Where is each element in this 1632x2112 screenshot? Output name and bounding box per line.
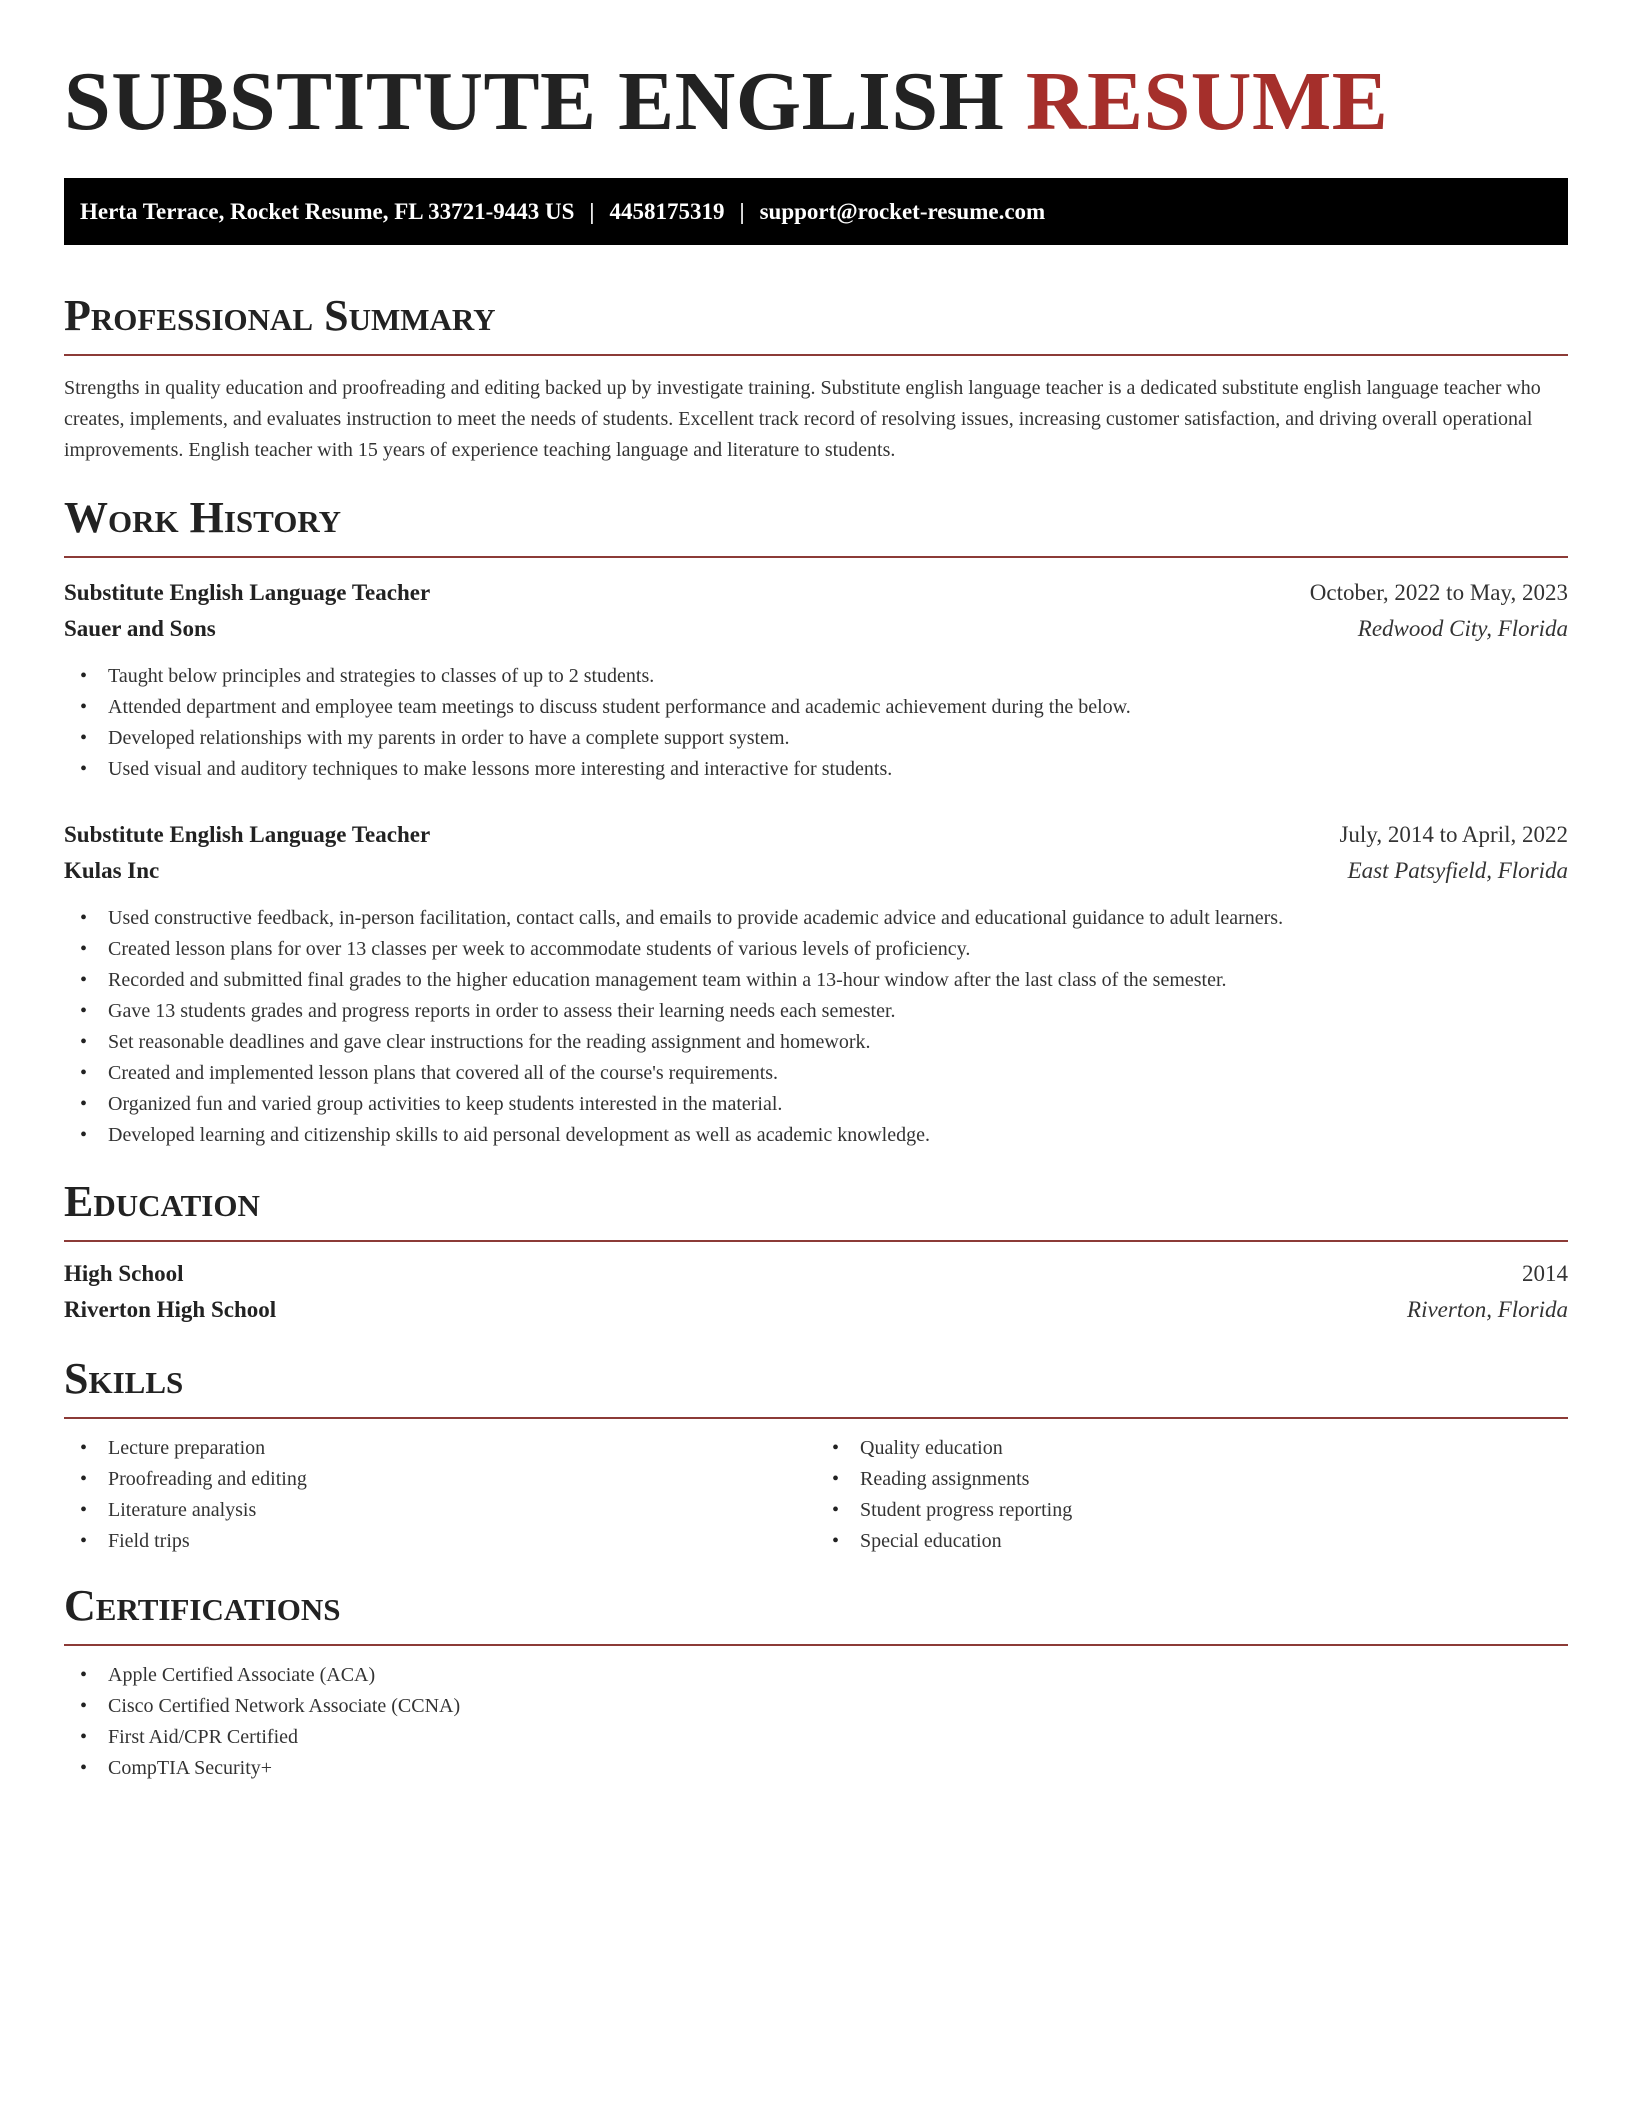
job-duty: • Developed relationships with my parents in order to have a complete support system. bbox=[64, 723, 1568, 754]
summary-heading: Professional Summary bbox=[64, 290, 1568, 356]
education-year: 2014 bbox=[1522, 1261, 1568, 1286]
skills-list-left bbox=[64, 1433, 816, 1557]
job-duty: • Attended department and employee team meetings to discuss student performance and academic achievement during the below. bbox=[64, 692, 1568, 723]
certifications-list bbox=[64, 1660, 1568, 1784]
skill-item: • Special education bbox=[816, 1526, 1568, 1557]
job-duty: • Created lesson plans for over 13 classes per week to accommodate students of various levels of proficiency. bbox=[64, 934, 1568, 965]
job-duties-list bbox=[64, 903, 1568, 1151]
skill-item: • Quality education bbox=[816, 1433, 1568, 1464]
education-section bbox=[64, 1176, 1568, 1328]
education-entry bbox=[64, 1256, 1568, 1328]
resume-title bbox=[64, 0, 1568, 146]
summary-text: Strengths in quality education and proofreading and editing backed up by investigate training. Substitute english language teacher is a dedicated substitute english language teacher who creates, implements, and evaluates instruction to meet the needs of students. Excellent track record of resolving issues, increasing customer satisfaction, and driving overall operational improvements. English teacher with 15 years of experience teaching language and literature to students. bbox=[64, 377, 1541, 461]
title-accent: RESUME bbox=[1025, 55, 1389, 148]
job-title: Substitute English Language Teacher bbox=[64, 580, 431, 605]
title-main: SUBSTITUTE ENGLISH bbox=[64, 55, 1005, 148]
job-company: Kulas Inc bbox=[64, 858, 160, 883]
job-entry bbox=[64, 817, 1568, 1151]
job-duty: • Used constructive feedback, in-person facilitation, contact calls, and emails to provide academic advice and educational guidance to adult learners. bbox=[64, 903, 1568, 934]
skills-heading: Skills bbox=[64, 1353, 1568, 1419]
job-location: East Patsyfield, Florida bbox=[1347, 858, 1568, 883]
certification-item: • Apple Certified Associate (ACA) bbox=[64, 1660, 1568, 1691]
education-location: Riverton, Florida bbox=[1407, 1297, 1568, 1322]
skills-grid bbox=[64, 1433, 1568, 1557]
job-duty: • Recorded and submitted final grades to the higher education management team within a 13-hour window after the last class of the semester. bbox=[64, 965, 1568, 996]
skill-item: • Student progress reporting bbox=[816, 1495, 1568, 1526]
skill-item: • Reading assignments bbox=[816, 1464, 1568, 1495]
job-duty: • Gave 13 students grades and progress reports in order to assess their learning needs each semester. bbox=[64, 996, 1568, 1027]
job-duty: • Set reasonable deadlines and gave clear instructions for the reading assignment and homework. bbox=[64, 1027, 1568, 1058]
certifications-section bbox=[64, 1580, 1568, 1784]
education-school: Riverton High School bbox=[64, 1297, 277, 1322]
job-dates: July, 2014 to April, 2022 bbox=[1339, 822, 1568, 847]
certification-item: • CompTIA Security+ bbox=[64, 1753, 1568, 1784]
job-title: Substitute English Language Teacher bbox=[64, 822, 431, 847]
work-history-heading: Work History bbox=[64, 492, 1568, 558]
job-duties-list bbox=[64, 661, 1568, 785]
contact-email: support@rocket-resume.com bbox=[759, 198, 1046, 224]
job-duty: • Organized fun and varied group activities to keep students interested in the material. bbox=[64, 1089, 1568, 1120]
contact-separator: | bbox=[589, 198, 595, 224]
contact-separator: | bbox=[739, 198, 745, 224]
job-location: Redwood City, Florida bbox=[1357, 616, 1568, 641]
skill-item: • Proofreading and editing bbox=[64, 1464, 816, 1495]
education-degree: High School bbox=[64, 1261, 184, 1286]
contact-address: Herta Terrace, Rocket Resume, FL 33721-9443 US bbox=[80, 198, 575, 224]
skill-item: • Lecture preparation bbox=[64, 1433, 816, 1464]
job-company: Sauer and Sons bbox=[64, 616, 216, 641]
job-dates: October, 2022 to May, 2023 bbox=[1309, 580, 1568, 605]
job-entry bbox=[64, 575, 1568, 785]
job-duty: • Taught below principles and strategies to classes of up to 2 students. bbox=[64, 661, 1568, 692]
contact-bar bbox=[64, 178, 1568, 245]
work-history-section bbox=[64, 492, 1568, 1151]
certification-item: • First Aid/CPR Certified bbox=[64, 1722, 1568, 1753]
job-duty: • Used visual and auditory techniques to make lessons more interesting and interactive for students. bbox=[64, 754, 1568, 785]
summary-section bbox=[64, 290, 1568, 466]
job-duty: • Developed learning and citizenship skills to aid personal development as well as academic knowledge. bbox=[64, 1120, 1568, 1151]
skill-item: • Field trips bbox=[64, 1526, 816, 1557]
education-heading: Education bbox=[64, 1176, 1568, 1242]
job-duty: • Created and implemented lesson plans that covered all of the course's requirements. bbox=[64, 1058, 1568, 1089]
certifications-heading: Certifications bbox=[64, 1580, 1568, 1646]
contact-phone: 4458175319 bbox=[609, 198, 725, 224]
skill-item: • Literature analysis bbox=[64, 1495, 816, 1526]
skills-section bbox=[64, 1353, 1568, 1557]
certification-item: • Cisco Certified Network Associate (CCNA) bbox=[64, 1691, 1568, 1722]
skills-list-right bbox=[816, 1433, 1568, 1557]
